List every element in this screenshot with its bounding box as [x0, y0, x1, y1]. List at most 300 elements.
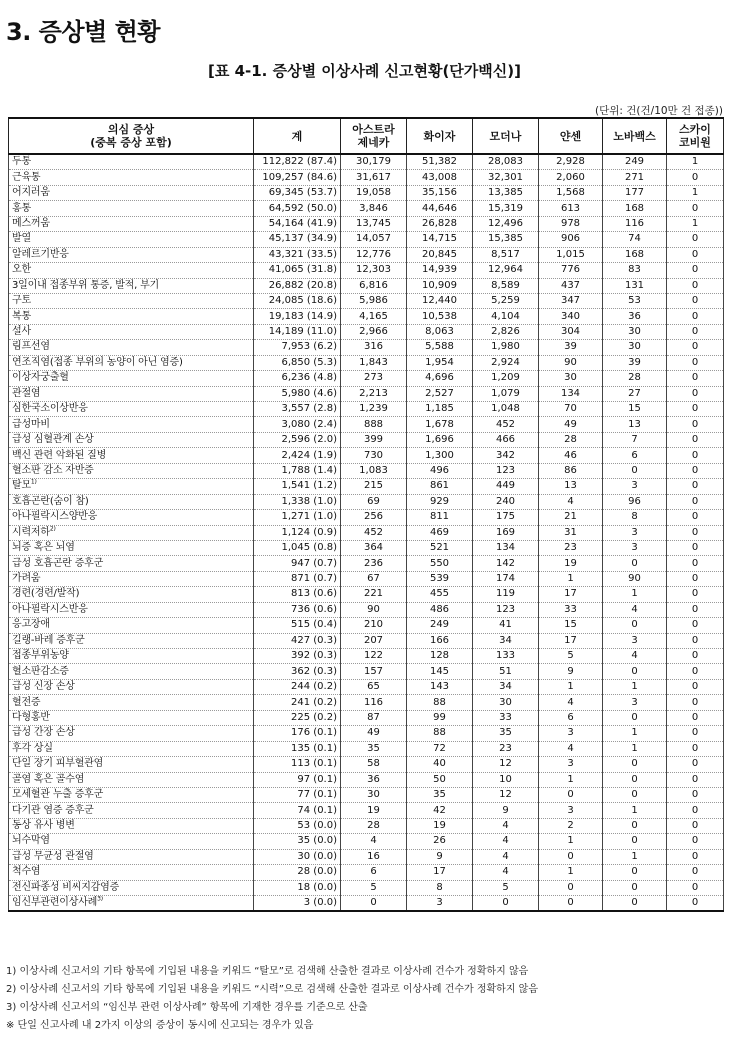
novavax-cell — [603, 494, 667, 509]
pfizer-cell-text: 249 — [429, 619, 450, 631]
symptom-cell — [9, 896, 254, 912]
janssen-cell-text: 0 — [567, 881, 574, 893]
novavax-cell-text: 0 — [631, 619, 638, 631]
moderna-cell — [473, 201, 539, 216]
table-row — [9, 664, 724, 679]
moderna-cell — [473, 695, 539, 710]
janssen-cell — [539, 880, 603, 895]
skycovione-cell — [667, 741, 724, 756]
astrazeneca-cell — [341, 556, 407, 571]
novavax-cell-text: 13 — [628, 418, 641, 430]
janssen-cell — [539, 679, 603, 694]
moderna-cell — [473, 371, 539, 386]
total-cell — [254, 263, 341, 278]
janssen-cell-text: 1 — [567, 573, 574, 585]
skycovione-cell-text: 0 — [691, 711, 699, 723]
skycovione-cell — [667, 232, 724, 247]
symptom-cell — [9, 324, 254, 339]
janssen-cell-text: 4 — [567, 742, 574, 754]
astrazeneca-cell — [341, 726, 407, 741]
table-row — [9, 540, 724, 555]
symptom-cell-text: 혈전증 — [12, 696, 41, 708]
skycovione-cell-text: 0 — [691, 758, 699, 770]
symptom-cell-text: 이상자궁출혈 — [12, 372, 69, 384]
total-cell-text: 3,080 (2.4) — [281, 418, 337, 430]
total-cell-text: 2,424 (1.9) — [281, 449, 337, 461]
total-cell-text: 43,321 (33.5) — [268, 248, 337, 260]
moderna-cell-text: 240 — [495, 495, 516, 507]
skycovione-cell-text: 0 — [691, 495, 699, 507]
pfizer-cell — [407, 726, 473, 741]
astrazeneca-cell — [341, 510, 407, 525]
astrazeneca-cell-text: 31,617 — [356, 171, 391, 183]
moderna-cell — [473, 710, 539, 725]
skycovione-cell-text: 0 — [691, 449, 699, 461]
moderna-cell — [473, 232, 539, 247]
janssen-cell — [539, 649, 603, 664]
moderna-cell-text: 0 — [502, 897, 509, 909]
novavax-cell — [603, 757, 667, 772]
astrazeneca-cell — [341, 540, 407, 555]
novavax-cell — [603, 463, 667, 478]
janssen-cell — [539, 772, 603, 787]
total-cell-text: 19,183 (14.9) — [268, 310, 337, 322]
janssen-cell-text: 2,060 — [556, 171, 585, 183]
astrazeneca-cell-text: 3,846 — [359, 202, 388, 214]
moderna-cell — [473, 263, 539, 278]
moderna-cell-text: 342 — [495, 449, 516, 461]
janssen-cell-text: 776 — [560, 264, 581, 276]
novavax-cell — [603, 664, 667, 679]
janssen-cell-text: 2 — [567, 820, 574, 832]
moderna-cell-text: 8,517 — [491, 248, 520, 260]
novavax-cell — [603, 201, 667, 216]
moderna-cell — [473, 432, 539, 447]
novavax-cell — [603, 355, 667, 370]
pfizer-cell — [407, 324, 473, 339]
moderna-cell-text: 449 — [495, 480, 516, 492]
table-row — [9, 571, 724, 586]
skycovione-cell — [667, 309, 724, 324]
section-title: 3. 증상별 현황 — [6, 18, 160, 46]
janssen-cell — [539, 278, 603, 293]
symptom-cell-text: 급성 무균성 관절염 — [12, 850, 94, 862]
total-cell — [254, 154, 341, 170]
janssen-cell-text: 1,015 — [556, 248, 585, 260]
total-cell — [254, 602, 341, 617]
astrazeneca-cell-text: 12,776 — [356, 248, 391, 260]
pfizer-cell-text: 486 — [429, 603, 450, 615]
moderna-cell — [473, 479, 539, 494]
novavax-cell — [603, 371, 667, 386]
astrazeneca-cell — [341, 371, 407, 386]
moderna-cell-text: 133 — [495, 650, 516, 662]
header-novavax: 노바백스 — [603, 118, 667, 154]
symptom-cell-text: 림프선염 — [12, 341, 50, 353]
skycovione-cell-text: 0 — [691, 295, 699, 307]
astrazeneca-cell — [341, 463, 407, 478]
janssen-cell-text: 347 — [560, 295, 581, 307]
moderna-cell-text: 123 — [495, 603, 516, 615]
footnote: 2) 이상사례 신고서의 기타 항목에 기입된 내용을 키워드 “시력”으로 검색해 산출한 결과로 이상사례 건수가 정확하지 않음 — [6, 984, 538, 995]
novavax-cell-text: 0 — [631, 711, 638, 723]
moderna-cell-text: 51 — [499, 665, 512, 677]
total-cell — [254, 402, 341, 417]
novavax-cell — [603, 880, 667, 895]
skycovione-cell — [667, 448, 724, 463]
novavax-cell-text: 116 — [624, 217, 645, 229]
novavax-cell-text: 1 — [631, 727, 638, 739]
astrazeneca-cell-text: 6,816 — [359, 279, 388, 291]
total-cell — [254, 633, 341, 648]
janssen-cell — [539, 263, 603, 278]
footnote: ※ 단일 신고사례 내 2가지 이상의 증상이 동시에 신고되는 경우가 있음 — [6, 1020, 314, 1031]
total-cell-text: 24,085 (18.6) — [268, 295, 337, 307]
header-symptom-line1: 의심 증상 — [107, 123, 155, 136]
moderna-cell — [473, 787, 539, 802]
skycovione-cell — [667, 355, 724, 370]
moderna-cell — [473, 679, 539, 694]
skycovione-cell — [667, 818, 724, 833]
skycovione-cell-text: 0 — [691, 881, 699, 893]
pfizer-cell — [407, 216, 473, 231]
pfizer-cell-text: 43,008 — [422, 171, 457, 183]
novavax-cell — [603, 587, 667, 602]
janssen-cell-text: 86 — [564, 464, 577, 476]
novavax-cell — [603, 818, 667, 833]
moderna-cell-text: 4 — [502, 835, 509, 847]
table-row — [9, 649, 724, 664]
astrazeneca-cell — [341, 247, 407, 262]
skycovione-cell — [667, 479, 724, 494]
total-cell — [254, 571, 341, 586]
astrazeneca-cell — [341, 201, 407, 216]
novavax-cell — [603, 865, 667, 880]
total-cell — [254, 818, 341, 833]
symptom-cell — [9, 170, 254, 185]
skycovione-cell-text: 0 — [691, 573, 699, 585]
astrazeneca-cell — [341, 170, 407, 185]
janssen-cell-text: 17 — [564, 588, 577, 600]
symptom-cell — [9, 371, 254, 386]
symptom-cell-text: 동상 유사 병변 — [12, 820, 75, 832]
janssen-cell-text: 23 — [564, 542, 577, 554]
skycovione-cell — [667, 263, 724, 278]
novavax-cell-text: 6 — [631, 449, 638, 461]
skycovione-cell — [667, 726, 724, 741]
symptom-cell-text: 혈소판 감소 자반증 — [12, 464, 94, 476]
table-row — [9, 510, 724, 525]
skycovione-cell-text: 0 — [691, 835, 699, 847]
table-row — [9, 185, 724, 200]
moderna-cell-text: 4 — [502, 820, 509, 832]
novavax-cell — [603, 479, 667, 494]
skycovione-cell-text: 0 — [691, 264, 699, 276]
total-cell — [254, 540, 341, 555]
moderna-cell — [473, 818, 539, 833]
novavax-cell — [603, 278, 667, 293]
symptom-report-table — [8, 117, 724, 912]
pfizer-cell-text: 861 — [429, 480, 450, 492]
astrazeneca-cell — [341, 432, 407, 447]
pfizer-cell-text: 35 — [433, 789, 446, 801]
novavax-cell — [603, 525, 667, 540]
astrazeneca-cell-text: 67 — [367, 573, 380, 585]
skycovione-cell-text: 0 — [691, 511, 699, 523]
footnote: 3) 이상사례 신고서의 “임신부 관련 이상사례” 항목에 기재한 경우를 기준으로 산출 — [6, 1002, 368, 1013]
total-cell-text: 6,850 (5.3) — [281, 356, 337, 368]
symptom-cell — [9, 818, 254, 833]
astrazeneca-cell-text: 35 — [367, 742, 380, 754]
symptom-cell — [9, 355, 254, 370]
novavax-cell-text: 74 — [628, 233, 641, 245]
pfizer-cell — [407, 263, 473, 278]
pfizer-cell — [407, 432, 473, 447]
table-row — [9, 402, 724, 417]
moderna-cell-text: 123 — [495, 464, 516, 476]
symptom-cell — [9, 402, 254, 417]
novavax-cell-text: 0 — [631, 897, 638, 909]
total-cell — [254, 649, 341, 664]
table-body — [9, 154, 724, 911]
novavax-cell — [603, 633, 667, 648]
astrazeneca-cell-text: 116 — [363, 696, 384, 708]
janssen-cell — [539, 402, 603, 417]
novavax-cell-text: 1 — [631, 850, 638, 862]
table-row — [9, 741, 724, 756]
astrazeneca-cell-text: 58 — [367, 758, 380, 770]
skycovione-cell-text: 0 — [691, 665, 699, 677]
symptom-cell-text: 심한국소이상반응 — [12, 403, 88, 415]
janssen-cell-text: 1 — [567, 773, 574, 785]
symptom-cell — [9, 540, 254, 555]
table-row — [9, 787, 724, 802]
janssen-cell — [539, 726, 603, 741]
skycovione-cell-text: 0 — [691, 619, 699, 631]
skycovione-cell-text: 0 — [691, 542, 699, 554]
symptom-cell — [9, 463, 254, 478]
footnote-marker: 1) — [30, 479, 37, 487]
pfizer-cell-text: 1,185 — [425, 403, 454, 415]
astrazeneca-cell — [341, 340, 407, 355]
novavax-cell — [603, 293, 667, 308]
header-pfizer: 화이자 — [407, 118, 473, 154]
table-row — [9, 710, 724, 725]
symptom-cell-text: 응고장애 — [12, 619, 50, 631]
pfizer-cell-text: 8 — [436, 881, 443, 893]
symptom-cell — [9, 787, 254, 802]
novavax-cell-text: 4 — [631, 650, 638, 662]
table-row — [9, 726, 724, 741]
janssen-cell-text: 978 — [560, 217, 581, 229]
symptom-cell-text: 뇌수막염 — [12, 835, 50, 847]
pfizer-cell-text: 88 — [433, 727, 446, 739]
astrazeneca-cell-text: 207 — [363, 634, 384, 646]
astrazeneca-cell-text: 30 — [367, 789, 380, 801]
symptom-cell — [9, 247, 254, 262]
symptom-cell — [9, 757, 254, 772]
total-cell-text: 54,164 (41.9) — [268, 217, 337, 229]
table-row — [9, 834, 724, 849]
pfizer-cell-text: 26 — [433, 835, 446, 847]
astrazeneca-cell-text: 316 — [363, 341, 384, 353]
total-cell — [254, 448, 341, 463]
pfizer-cell-text: 929 — [429, 495, 450, 507]
moderna-cell-text: 12 — [499, 789, 512, 801]
janssen-cell-text: 2,928 — [556, 156, 585, 168]
janssen-cell — [539, 309, 603, 324]
novavax-cell — [603, 695, 667, 710]
janssen-cell — [539, 232, 603, 247]
moderna-cell — [473, 309, 539, 324]
symptom-cell-text: 골염 혹은 골수염 — [12, 773, 85, 785]
total-cell — [254, 479, 341, 494]
pfizer-cell-text: 44,646 — [422, 202, 457, 214]
janssen-cell — [539, 896, 603, 912]
symptom-cell — [9, 679, 254, 694]
table-row — [9, 386, 724, 401]
symptom-cell-text: 길랭-바레 증후군 — [12, 634, 85, 646]
table-row — [9, 695, 724, 710]
symptom-cell — [9, 726, 254, 741]
pfizer-cell — [407, 695, 473, 710]
novavax-cell — [603, 510, 667, 525]
moderna-cell — [473, 154, 539, 170]
table-row — [9, 896, 724, 912]
symptom-cell-text: 혈소판감소증 — [12, 665, 69, 677]
janssen-cell — [539, 216, 603, 231]
symptom-cell — [9, 664, 254, 679]
astrazeneca-cell — [341, 293, 407, 308]
symptom-cell — [9, 201, 254, 216]
skycovione-cell-text: 0 — [691, 310, 699, 322]
novavax-cell-text: 1 — [631, 681, 638, 693]
header-skycovione-line2: 코비원 — [679, 136, 711, 149]
symptom-cell-text: 구토 — [12, 295, 31, 307]
moderna-cell — [473, 726, 539, 741]
novavax-cell-text: 39 — [628, 356, 641, 368]
total-cell-text: 6,236 (4.8) — [281, 372, 337, 384]
moderna-cell — [473, 185, 539, 200]
pfizer-cell-text: 1,696 — [425, 434, 454, 446]
janssen-cell — [539, 787, 603, 802]
astrazeneca-cell-text: 5 — [370, 881, 377, 893]
astrazeneca-cell — [341, 386, 407, 401]
skycovione-cell-text: 0 — [691, 588, 699, 600]
total-cell-text: 176 (0.1) — [291, 727, 337, 739]
total-cell — [254, 201, 341, 216]
skycovione-cell-text: 0 — [691, 804, 699, 816]
skycovione-cell — [667, 710, 724, 725]
janssen-cell-text: 6 — [567, 711, 574, 723]
header-total: 계 — [254, 118, 341, 154]
astrazeneca-cell — [341, 633, 407, 648]
janssen-cell — [539, 602, 603, 617]
moderna-cell-text: 35 — [499, 727, 512, 739]
moderna-cell — [473, 293, 539, 308]
pfizer-cell — [407, 787, 473, 802]
skycovione-cell — [667, 417, 724, 432]
footnote-marker: 2) — [49, 525, 56, 533]
total-cell-text: 2,596 (2.0) — [281, 434, 337, 446]
astrazeneca-cell-text: 210 — [363, 619, 384, 631]
pfizer-cell — [407, 849, 473, 864]
novavax-cell — [603, 772, 667, 787]
symptom-cell — [9, 510, 254, 525]
novavax-cell-text: 0 — [631, 665, 638, 677]
pfizer-cell-text: 550 — [429, 557, 450, 569]
total-cell-text: 871 (0.7) — [291, 573, 337, 585]
novavax-cell — [603, 417, 667, 432]
total-cell-text: 427 (0.3) — [291, 634, 337, 646]
table-caption: [표 4-1. 증상별 이상사례 신고현황(단가백신)] — [208, 62, 521, 80]
pfizer-cell — [407, 278, 473, 293]
moderna-cell-text: 12,496 — [488, 217, 523, 229]
symptom-cell — [9, 834, 254, 849]
table-row — [9, 309, 724, 324]
total-cell — [254, 510, 341, 525]
symptom-cell — [9, 278, 254, 293]
symptom-cell — [9, 309, 254, 324]
astrazeneca-cell — [341, 494, 407, 509]
astrazeneca-cell — [341, 710, 407, 725]
skycovione-cell — [667, 170, 724, 185]
total-cell-text: 5,980 (4.6) — [281, 387, 337, 399]
skycovione-cell-text: 0 — [691, 387, 699, 399]
astrazeneca-cell — [341, 695, 407, 710]
moderna-cell — [473, 355, 539, 370]
astrazeneca-cell-text: 2,213 — [359, 387, 388, 399]
header-astrazeneca-line1: 아스트라 — [352, 123, 395, 136]
skycovione-cell — [667, 371, 724, 386]
janssen-cell-text: 19 — [564, 557, 577, 569]
novavax-cell-text: 27 — [628, 387, 641, 399]
janssen-cell — [539, 324, 603, 339]
total-cell — [254, 355, 341, 370]
moderna-cell-text: 452 — [495, 418, 516, 430]
novavax-cell-text: 30 — [628, 326, 641, 338]
total-cell-text: 74 (0.1) — [297, 804, 337, 816]
moderna-cell-text: 34 — [499, 634, 512, 646]
symptom-cell-text: 탈모 — [12, 480, 31, 492]
novavax-cell-text: 0 — [631, 758, 638, 770]
janssen-cell — [539, 849, 603, 864]
skycovione-cell — [667, 278, 724, 293]
novavax-cell-text: 0 — [631, 835, 638, 847]
symptom-cell-text: 급성 간장 손상 — [12, 727, 75, 739]
total-cell — [254, 803, 341, 818]
symptom-cell-text: 호흡곤란(숨이 참) — [12, 495, 89, 507]
moderna-cell — [473, 849, 539, 864]
symptom-cell-text: 전신파종성 비씨지감염증 — [12, 881, 120, 893]
janssen-cell-text: 1 — [567, 681, 574, 693]
novavax-cell — [603, 386, 667, 401]
skycovione-cell — [667, 772, 724, 787]
moderna-cell — [473, 741, 539, 756]
pfizer-cell — [407, 355, 473, 370]
symptom-cell-text: 가려움 — [12, 573, 41, 585]
total-cell-text: 113 (0.1) — [291, 758, 337, 770]
symptom-cell-text: 관절염 — [12, 387, 41, 399]
total-cell-text: 1,338 (1.0) — [281, 495, 337, 507]
table-row — [9, 556, 724, 571]
table-row — [9, 587, 724, 602]
symptom-cell-text: 근육통 — [12, 171, 41, 183]
pfizer-cell — [407, 154, 473, 170]
moderna-cell-text: 12 — [499, 758, 512, 770]
symptom-cell-text: 오한 — [12, 264, 31, 276]
pfizer-cell — [407, 402, 473, 417]
